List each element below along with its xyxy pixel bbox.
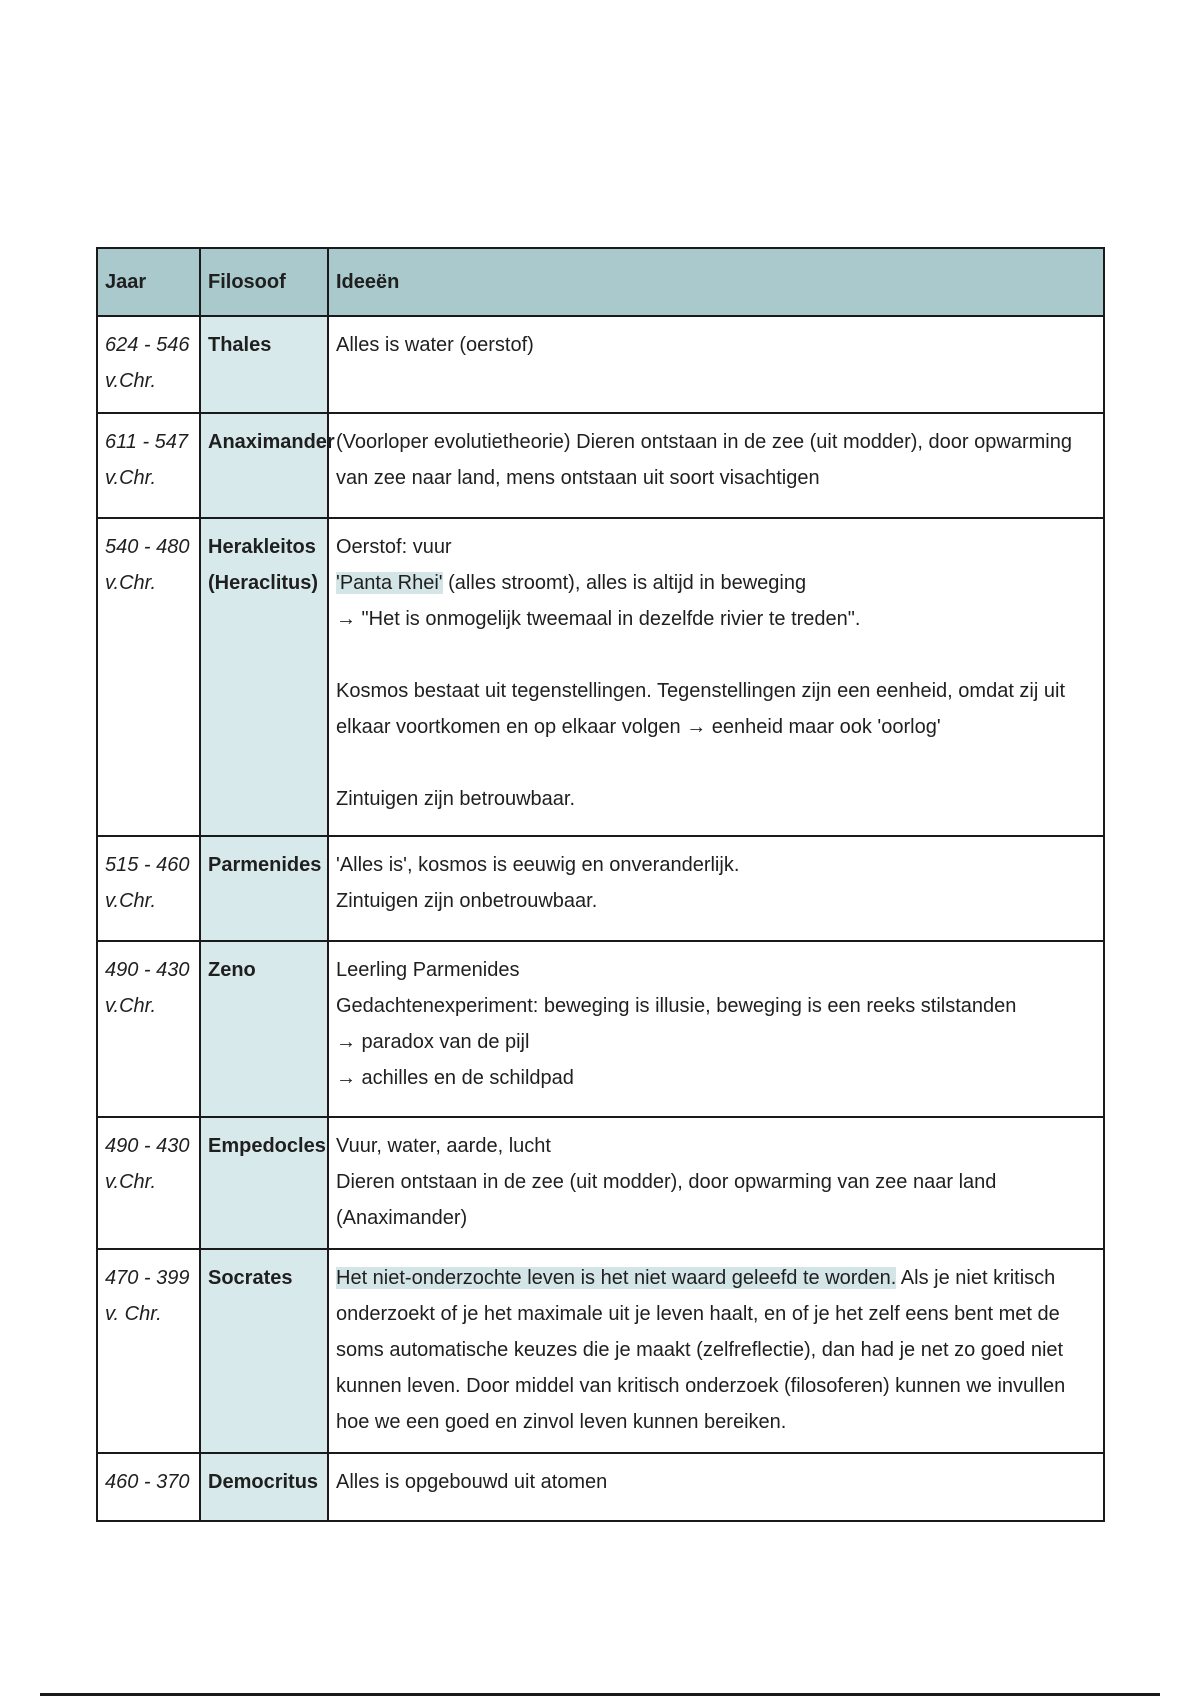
page-bottom-divider [40, 1693, 1160, 1696]
highlighted-phrase: Het niet-onderzochte leven is het niet waard geleefd te worden. [336, 1267, 897, 1289]
idea-paragraph: Zintuigen zijn betrouwbaar. [336, 788, 576, 810]
idea-line: Alles is water (oerstof) [336, 334, 534, 356]
ideas-cell [328, 836, 1104, 941]
philosopher-name: Herakleitos [208, 536, 316, 558]
header-ideas: Ideeën [328, 248, 1104, 316]
ideas-cell [328, 518, 1104, 836]
idea-line: → "Het is onmogelijk tweemaal in dezelfde rivier te treden". [336, 608, 861, 630]
year-range: 470 - 399 [105, 1267, 190, 1289]
table-row [97, 1117, 1104, 1249]
year-cell [97, 316, 200, 413]
idea-line [336, 565, 1096, 601]
idea-text: Als je niet kritisch onderzoekt of je het maximale uit je leven haalt, en of je het zelf eens bent met de soms automatische keuzes die je maakt (zelfreflectie), dan had je net zo goed niet kunnen leven. Door middel van kritisch onderzoek (filosoferen) kunnen we invullen hoe we een goed en zinvol leven kunnen bereiken. [336, 1267, 1066, 1433]
idea-text: (alles stroomt), alles is altijd in beweging [442, 572, 807, 594]
philosopher-cell [200, 1117, 328, 1249]
philosopher-cell [200, 413, 335, 518]
year-era: v. Chr. [105, 1303, 162, 1325]
year-range: 624 - 546 [105, 334, 190, 356]
table-row [97, 1453, 1104, 1521]
idea-line: Alles is opgebouwd uit atomen [336, 1471, 608, 1493]
table-row [97, 518, 1104, 836]
idea-line: Oerstof: vuur [336, 536, 452, 558]
table-header-row [97, 248, 1104, 316]
table-row [97, 941, 1104, 1117]
philosopher-name: Democritus [208, 1471, 319, 1493]
table-row [97, 316, 1104, 413]
highlighted-phrase: 'Panta Rhei' [336, 572, 443, 594]
philosopher-cell [200, 1453, 328, 1521]
philosopher-name: Parmenides [208, 854, 322, 876]
philosopher-cell [200, 316, 328, 413]
year-cell [97, 1249, 200, 1453]
idea-line: Gedachtenexperiment: beweging is illusie, beweging is een reeks stilstanden [336, 995, 1017, 1017]
year-cell [97, 941, 200, 1117]
year-era: v.Chr. [105, 572, 157, 594]
idea-line: Zintuigen zijn onbetrouwbaar. [336, 890, 598, 912]
philosopher-name: Zeno [208, 959, 256, 981]
ideas-cell [328, 413, 1104, 518]
ideas-cell [328, 1453, 1104, 1521]
philosopher-name: Empedocles [208, 1135, 326, 1157]
idea-line: Leerling Parmenides [336, 959, 520, 981]
year-era: v.Chr. [105, 995, 157, 1017]
year-range: 460 - 370 [105, 1471, 190, 1493]
year-era: v.Chr. [105, 467, 157, 489]
philosopher-cell [200, 518, 328, 836]
ideas-cell [328, 1249, 1104, 1453]
year-range: 515 - 460 [105, 854, 190, 876]
header-philosopher: Filosoof [200, 248, 328, 316]
table-row [97, 836, 1104, 941]
philosopher-name: Thales [208, 334, 272, 356]
philosopher-alt-name: (Heraclitus) [208, 572, 319, 594]
year-era: v.Chr. [105, 890, 157, 912]
idea-paragraph: Kosmos bestaat uit tegenstellingen. Tegenstellingen zijn een eenheid, omdat zij uit elkaar voortkomen en op elkaar volgen → eenheid maar ook 'oorlog' [336, 680, 1065, 738]
table-row [97, 413, 1104, 518]
year-cell [97, 836, 200, 941]
table-row [97, 1249, 1104, 1453]
ideas-cell [328, 1117, 1104, 1249]
ideas-cell [328, 316, 1104, 413]
year-range: 540 - 480 [105, 536, 190, 558]
year-era: v.Chr. [105, 370, 157, 392]
year-range: 490 - 430 [105, 959, 190, 981]
idea-line: (Voorloper evolutietheorie) Dieren ontstaan in de zee (uit modder), door opwarming van zee naar land, mens ontstaan uit soort visachtigen [336, 431, 1072, 489]
paragraph-gap [336, 745, 1096, 781]
idea-line: → achilles en de schildpad [336, 1067, 574, 1089]
philosopher-cell [200, 941, 328, 1117]
year-cell [97, 1453, 200, 1521]
year-cell [97, 413, 200, 518]
philosophers-table [96, 247, 1105, 1522]
philosopher-name: Socrates [208, 1267, 293, 1289]
year-range: 611 - 547 [105, 431, 189, 453]
idea-line: Vuur, water, aarde, lucht [336, 1135, 551, 1157]
year-era: v.Chr. [105, 1171, 157, 1193]
year-range: 490 - 430 [105, 1135, 190, 1157]
year-cell [97, 1117, 200, 1249]
philosopher-cell [200, 1249, 328, 1453]
header-year: Jaar [97, 248, 200, 316]
idea-line: Dieren ontstaan in de zee (uit modder), door opwarming van zee naar land (Anaximander) [336, 1171, 997, 1229]
idea-line: 'Alles is', kosmos is eeuwig en onveranderlijk. [336, 854, 740, 876]
paragraph-gap [336, 637, 1096, 673]
year-cell [97, 518, 200, 836]
ideas-cell [328, 941, 1104, 1117]
idea-line: → paradox van de pijl [336, 1031, 530, 1053]
philosopher-name: Anaximander [208, 431, 335, 453]
philosopher-cell [200, 836, 328, 941]
